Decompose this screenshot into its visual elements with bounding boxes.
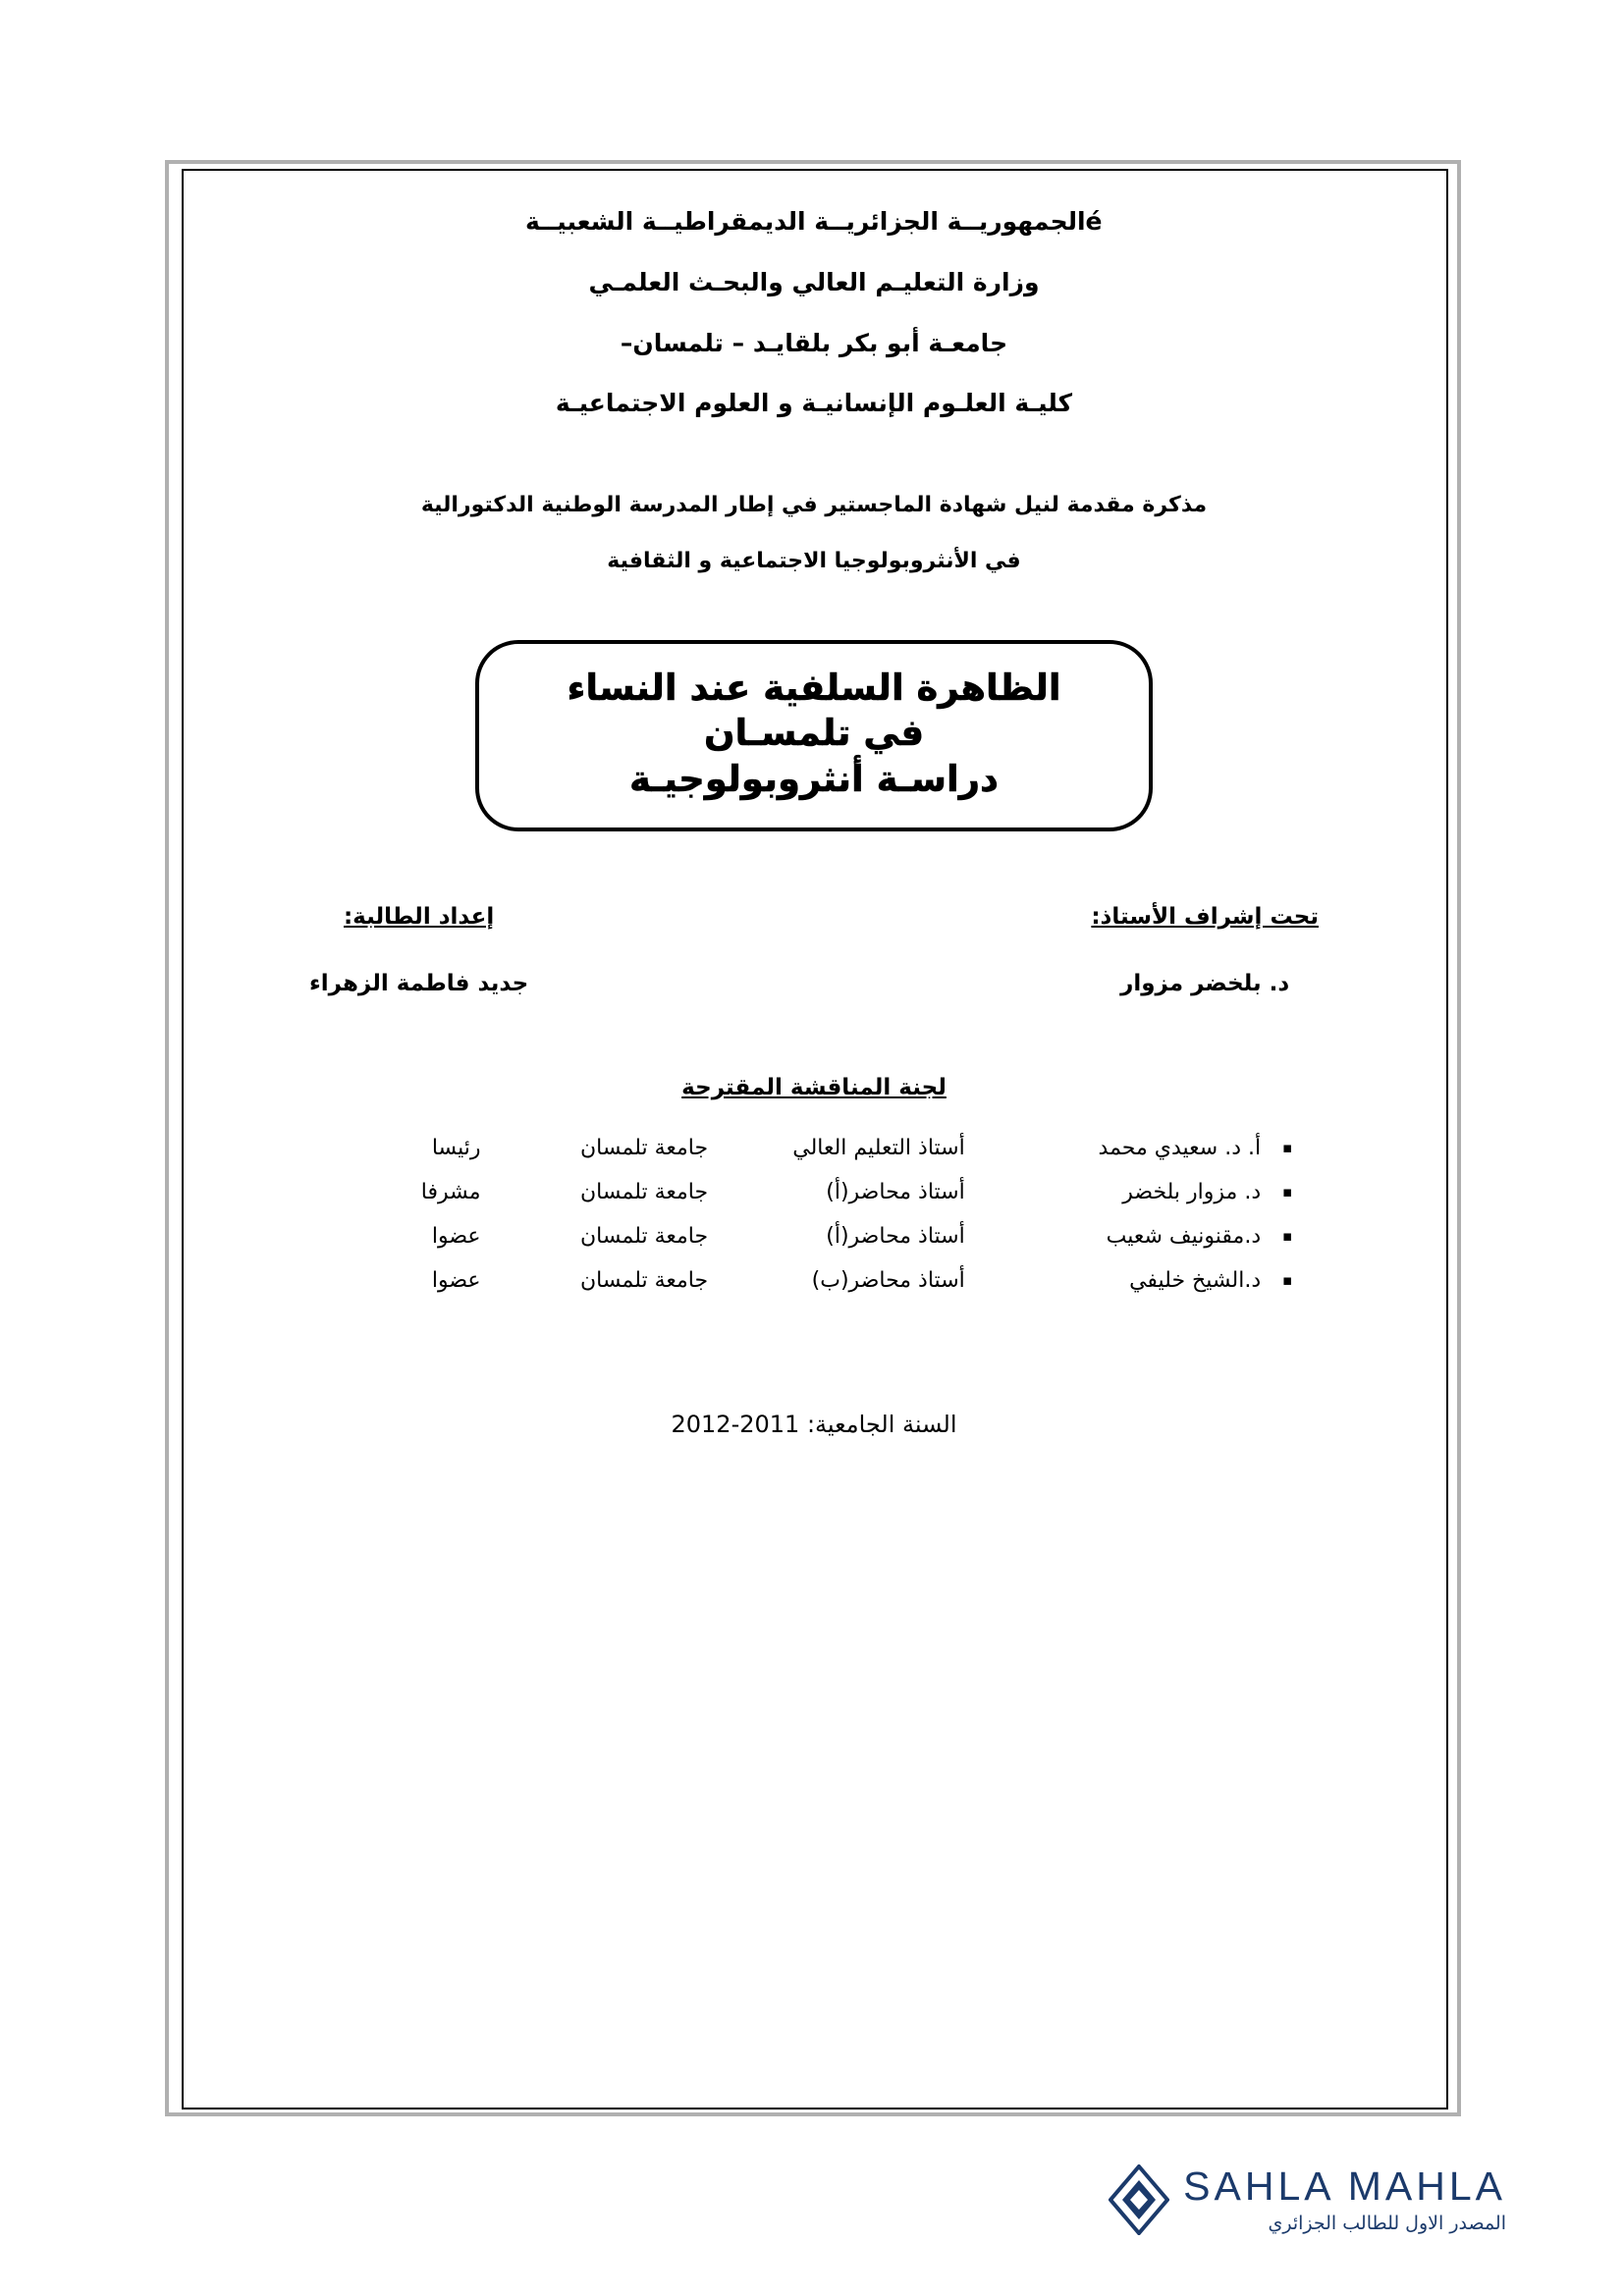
committee-member-name: أ. د. سعيدي محمد: [1098, 1135, 1262, 1160]
header-line-republic-text: الجمهوريــة الجزائريــة الديمقراطيــة الشعبيــة: [524, 207, 1086, 236]
author-supervisor-row: [231, 904, 1397, 996]
watermark-brand: SAHLA MAHLA: [1183, 2163, 1506, 2209]
bullet-icon: ▪: [1281, 1183, 1293, 1201]
committee-member-university: جامعة تلمسان: [580, 1135, 709, 1160]
committee-member-name: د.الشيخ خليفي: [1129, 1267, 1262, 1293]
supervisor-block: [1091, 904, 1319, 996]
table-row: [318, 1258, 1310, 1303]
table-row: [318, 1170, 1310, 1214]
committee-member-role: مشرفا: [420, 1179, 481, 1204]
header-prefix: é: [1085, 207, 1104, 236]
academic-year-value: 2012-2011: [671, 1410, 800, 1438]
committee-member-name: د.مقنونيف شعيب: [1106, 1223, 1262, 1249]
watermark: [1109, 2164, 1506, 2235]
header-line-republic: [231, 205, 1397, 239]
committee-member-role: عضوا: [431, 1223, 481, 1249]
supervisor-label: تحت إشراف الأستاذ:: [1091, 903, 1319, 930]
committee-member-rank: أستاذ محاضر(أ): [826, 1179, 965, 1204]
committee-member-university: جامعة تلمسان: [580, 1223, 709, 1249]
supervisor-name: د. بلخضر مزوار: [1120, 970, 1290, 996]
committee-member-role: عضوا: [431, 1267, 481, 1293]
table-row: [318, 1214, 1310, 1258]
bullet-icon: ▪: [1281, 1227, 1293, 1246]
committee-member-name: د. مزوار بلخضر: [1122, 1179, 1262, 1204]
committee-member-university: جامعة تلمسان: [580, 1179, 709, 1204]
cover-page-content: [191, 182, 1436, 2101]
committee-title: لجنة المناقشة المقترحة: [681, 1074, 947, 1100]
diamond-logo-icon: [1109, 2164, 1169, 2235]
academic-year: [231, 1411, 1397, 1438]
author-name: جديد فاطمة الزهراء: [309, 970, 529, 996]
degree-line-1: مذكرة مقدمة لنيل شهادة الماجستير في إطار المدرسة الوطنية الدكتورالية: [420, 493, 1208, 517]
committee-member-university: جامعة تلمسان: [580, 1267, 709, 1293]
thesis-title-box-wrapper: [231, 640, 1397, 831]
degree-line-2: في الأنثروبولوجيا الاجتماعية و الثقافية: [607, 549, 1021, 573]
degree-statement: [231, 489, 1397, 577]
bullet-icon: ▪: [1281, 1271, 1293, 1290]
table-row: [318, 1126, 1310, 1170]
committee-member-rank: أستاذ التعليم العالي: [792, 1135, 965, 1160]
thesis-title-line-3: دراسـة أنثروبولوجيـة: [628, 757, 1000, 800]
committee-section: [231, 1075, 1397, 1303]
thesis-title-line-1: الظاهرة السلفية عند النساء: [567, 667, 1061, 709]
committee-member-rank: أستاذ محاضر(أ): [826, 1223, 965, 1249]
bullet-icon: ▪: [1281, 1139, 1293, 1157]
author-block: [309, 904, 528, 996]
committee-member-rank: أستاذ محاضر(ب): [811, 1267, 965, 1293]
author-label: إعداد الطالبة:: [343, 903, 495, 930]
academic-year-label: السنة الجامعية:: [806, 1410, 957, 1438]
thesis-title-box: [475, 640, 1153, 831]
header-line-ministry: وزارة التعليـم العالي والبحـث العلمـي: [588, 267, 1040, 296]
header-line-university: جامعـة أبو بكر بلقايـد – تلمسان–: [620, 328, 1008, 357]
thesis-title-line-2: في تلمسـان: [703, 712, 925, 755]
header-line-faculty: كليـة العلـوم الإنسانيـة و العلوم الاجتماعيـة: [555, 389, 1073, 418]
committee-table: [318, 1126, 1310, 1303]
committee-member-role: رئيسا: [431, 1135, 481, 1160]
watermark-tagline: المصدر الاول للطالب الجزائري: [1268, 2212, 1506, 2234]
watermark-text: [1183, 2163, 1506, 2234]
